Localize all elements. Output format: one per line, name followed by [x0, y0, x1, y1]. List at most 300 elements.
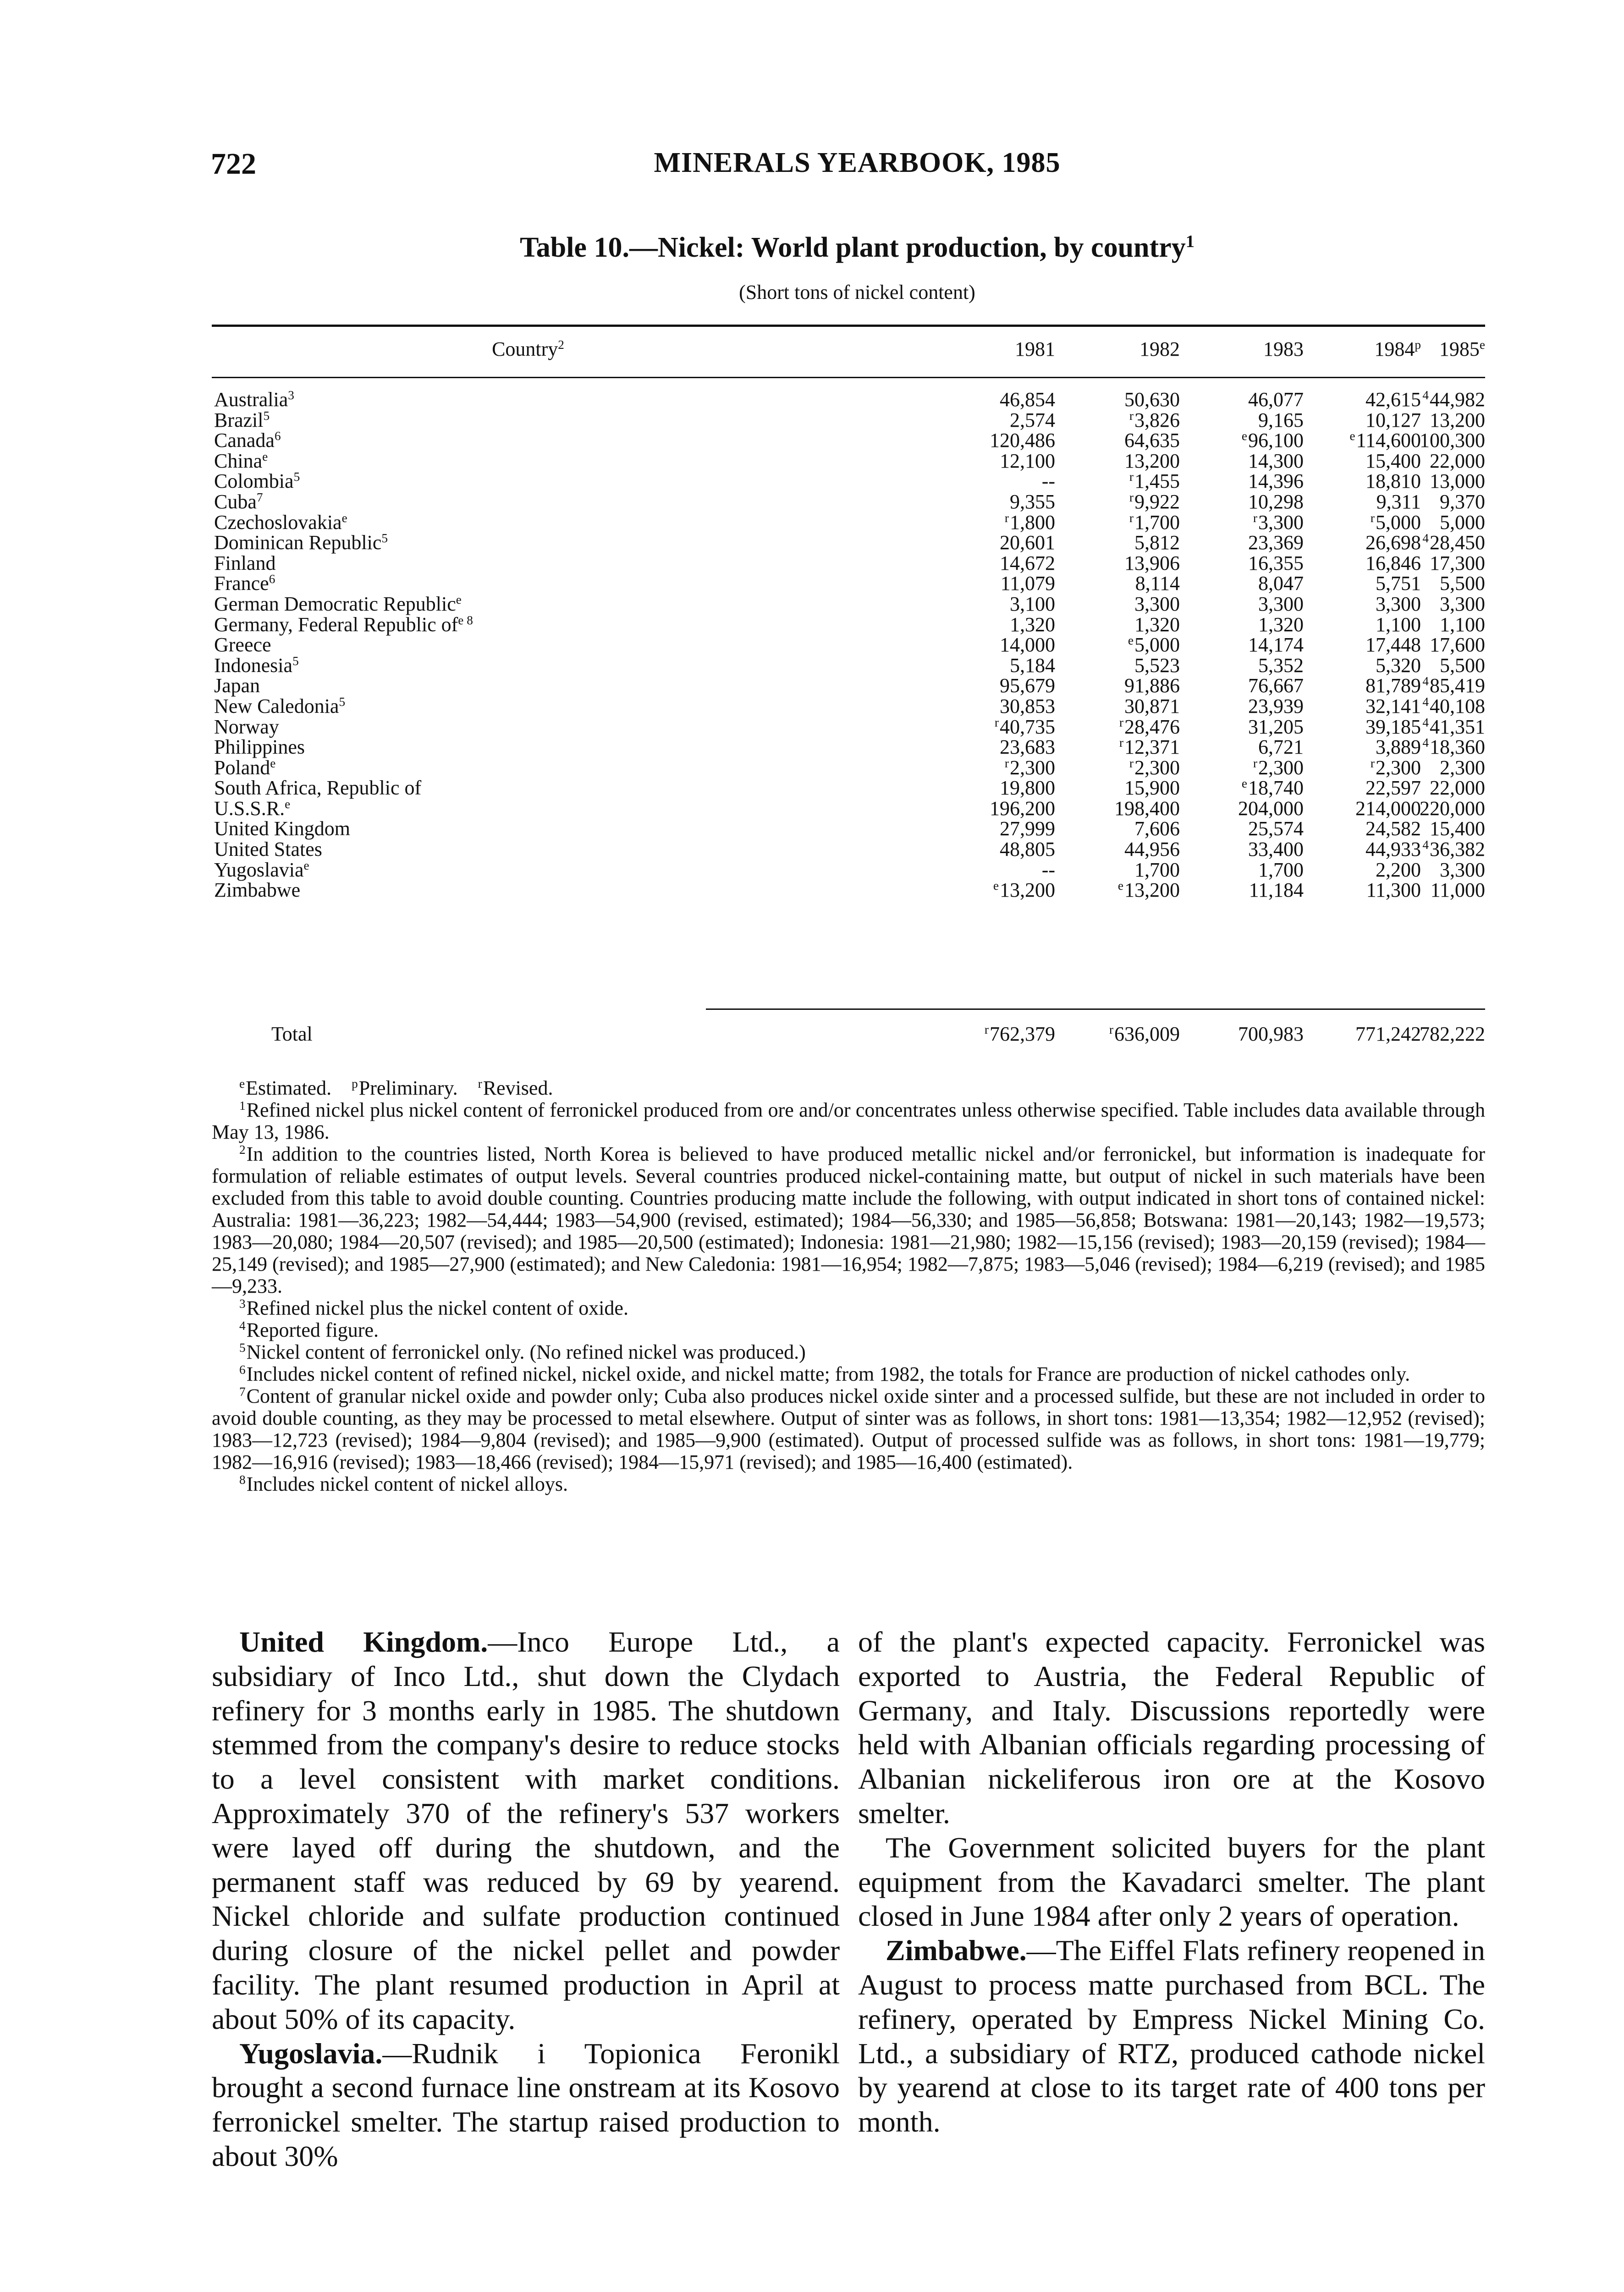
body-column-right: [858, 1625, 1485, 2139]
table-cell: [1065, 410, 1180, 431]
value: 26,698: [1365, 531, 1421, 554]
footnote-2: $^2$In addition to the countries listed, North Korea is believed to have produced metallic nickel and/or ferronickel, but information is inadequate for formulation of reliable estimates of output levels. Several countries produced nickel-containing matte, but output of nickel in such materials have been excluded from this table to avoid double counting. Countries producing matte include the following, with output indicated in short tons of contained nickel: Australia: 1981—36,223; 1982—54,444; 1983—54,900 (revised, estimated); 1984—56,330; and 1985—56,858; Botswana: 1981—20,143; 1982—19,573; 1983—20,080; 1984—20,507 (revised); and 1985—20,500 (estimated); Indonesia: 1981—21,980; 1982—15,156 (revised); 1983—20,159 (revised); 1984—25,149 (revised); and 1985—27,900 (estimated); and New Caledonia: 1981—16,954; 1982—7,875; 1983—5,046 (revised); 1984—6,219 (revised); and 1985—9,233.: [212, 1143, 1485, 1297]
value: 13,000: [1430, 470, 1485, 493]
value: 9,370: [1440, 490, 1485, 513]
country-name: [214, 390, 294, 410]
value-mark: r: [1004, 511, 1009, 525]
value: 2,300: [1440, 756, 1485, 779]
value: 13,200: [1430, 408, 1485, 431]
value: 13,200: [1124, 449, 1180, 472]
header-country: [212, 337, 844, 361]
footnote-8-text: Includes nickel content of nickel alloys.: [246, 1473, 568, 1495]
table-cell: [941, 758, 1055, 778]
footnote-6-text: Includes nickel content of refined nickel, nickel oxide, and nickel matte; from 1982, the totals for France are production of nickel cathodes only.: [246, 1363, 1410, 1385]
table-row: [212, 451, 1485, 472]
legend-preliminary: Preliminary.: [358, 1077, 458, 1099]
country-note: 5: [293, 470, 300, 484]
table-cell: [1371, 819, 1485, 839]
value: 9,922: [1134, 490, 1180, 513]
table-cell: [1189, 717, 1304, 738]
value: 1,700: [1134, 511, 1180, 534]
footnote-1-text: Refined nickel plus nickel content of ferronickel produced from ore and/or concentrates unless otherwise specified. Table includes data available through May 13, 1986.: [212, 1099, 1485, 1143]
country-label: Norway: [214, 715, 279, 738]
table-cell: [1371, 656, 1485, 676]
value: 19,800: [1000, 777, 1055, 799]
value: 3,889: [1376, 736, 1421, 759]
value: --: [1041, 470, 1055, 493]
country-label: Philippines: [214, 736, 305, 759]
table-row: [212, 819, 1485, 839]
value: 214,000: [1355, 797, 1421, 820]
table-cell: [941, 737, 1055, 758]
table-cell: [1065, 451, 1180, 472]
text-yugoslavia: —Rudnik i Topionica Feronikl brought a second furnace line onstream at its Kosovo ferronickel smelter. The startup raised production to about 30%: [212, 2037, 840, 2172]
table-row: [212, 430, 1485, 451]
value: 3,826: [1134, 408, 1180, 431]
value-mark: e: [1241, 777, 1247, 791]
value: 3,300: [1258, 511, 1304, 534]
table-cell: [1065, 471, 1180, 492]
heading-yugoslavia: Yugoslavia.: [239, 2037, 383, 2070]
table-cell: [941, 839, 1055, 860]
value: 198,400: [1114, 797, 1180, 820]
table-notes: [212, 1077, 1485, 1495]
table-cell: [1065, 390, 1180, 410]
value: 2,200: [1376, 858, 1421, 881]
paragraph-kavadarci: The Government solicited buyers for the plant equipment from the Kavadarci smelter. The plant closed in June 1984 after only 2 years of operation.: [858, 1831, 1485, 1933]
table-cell: [1371, 860, 1485, 881]
table-row: [212, 471, 1485, 492]
country-label: Canada: [214, 429, 275, 452]
value-mark: r: [1253, 511, 1257, 525]
value: 782,222: [1420, 1023, 1485, 1045]
country-label: France: [214, 572, 269, 595]
table-cell: [1065, 430, 1180, 451]
table-cell: [1371, 676, 1485, 696]
table-cell: [941, 533, 1055, 553]
value: 20,601: [1000, 531, 1055, 554]
heading-zimbabwe: Zimbabwe.: [886, 1934, 1027, 1967]
value: 44,933: [1365, 838, 1421, 861]
country-note: 5: [339, 694, 346, 709]
value: 36,382: [1430, 838, 1485, 861]
value: 3,300: [1376, 592, 1421, 615]
table-row: [212, 492, 1485, 512]
value: 1,100: [1440, 613, 1485, 636]
table-cell: [1065, 676, 1180, 696]
table-cell: [941, 696, 1055, 717]
table-cell: [1189, 860, 1304, 881]
value: 5,320: [1376, 654, 1421, 677]
value: 25,574: [1248, 817, 1304, 840]
value: 114,600: [1356, 429, 1421, 452]
table-cell: [941, 635, 1055, 656]
country-label: Japan: [214, 674, 260, 697]
value: 2,300: [1010, 756, 1055, 779]
value: 17,448: [1365, 634, 1421, 656]
value: 10,127: [1365, 408, 1421, 431]
country-name: [214, 839, 322, 860]
value-mark: r: [1109, 1023, 1113, 1036]
table-row: [212, 737, 1485, 758]
value: 15,900: [1124, 777, 1180, 799]
value: 16,846: [1365, 551, 1421, 574]
table-row: [212, 758, 1485, 778]
table-cell: [1371, 635, 1485, 656]
text-united-kingdom: —Inco Europe Ltd., a subsidiary of Inco Ltd., shut down the Clydach refinery for 3 months early in 1985. The shutdown stemmed from the company's desire to reduce stocks to a level consistent with market conditions. Approximately 370 of the refinery's 537 workers were layed off during the shutdown, and the permanent staff was reduced by 69 by yearend. Nickel chloride and sulfate production continued during closure of the nickel pellet and powder facility. The plant resumed production in April at about 50% of its capacity.: [212, 1625, 840, 2035]
journal-title: MINERALS YEARBOOK, 1985: [654, 147, 1061, 178]
table-row: [212, 839, 1485, 860]
table-cell: [1065, 553, 1180, 574]
value: 762,379: [990, 1023, 1055, 1045]
table-cell: [1189, 451, 1304, 472]
table-cell: [1065, 717, 1180, 738]
value-mark: 4: [1422, 674, 1429, 689]
value: 30,853: [1000, 694, 1055, 717]
value: 5,812: [1134, 531, 1180, 554]
value: 8,114: [1135, 572, 1180, 595]
table-cell: [1371, 390, 1485, 410]
table-title-text: Table 10.—Nickel: World plant production, by country: [520, 232, 1186, 263]
table-cell: [1189, 492, 1304, 512]
footnote-4-text: Reported figure.: [246, 1319, 379, 1341]
value: 14,672: [1000, 551, 1055, 574]
value: 1,320: [1010, 613, 1055, 636]
value: 11,079: [1000, 572, 1055, 595]
footnote-6: $^6$Includes nickel content of refined nickel, nickel oxide, and nickel matte; from 1982, the totals for France are production of nickel cathodes only.: [239, 1363, 1410, 1385]
country-name: [214, 553, 275, 574]
value: 81,789: [1365, 674, 1421, 697]
country-name: [214, 819, 350, 839]
country-label: Czechoslovakia: [214, 511, 342, 534]
country-name: [214, 512, 347, 533]
table-row: [212, 390, 1485, 410]
table-cell: [1371, 799, 1485, 819]
paragraph-yugoslavia-continued: of the plant's expected capacity. Ferronickel was exported to Austria, the Federal Republic of Germany, and Italy. Discussions reportedly were held with Albanian officials regarding processing of Albanian nickeliferous iron ore at the Kosovo smelter.: [858, 1625, 1485, 1829]
country-label: Cuba: [214, 490, 257, 513]
value-mark: r: [994, 715, 999, 729]
value-mark: e: [1349, 429, 1355, 443]
country-note: 5: [292, 654, 299, 668]
table-cell: [1189, 758, 1304, 778]
country-note: 5: [263, 408, 270, 423]
country-note: e: [262, 449, 268, 463]
value: 46,077: [1248, 388, 1304, 411]
total-cell: [1065, 1023, 1180, 1045]
value: 40,108: [1430, 694, 1485, 717]
table-cell: [1065, 696, 1180, 717]
table-top-rule: [212, 325, 1485, 327]
value-mark: r: [1119, 715, 1123, 729]
value: 636,009: [1114, 1023, 1180, 1045]
value: 771,242: [1355, 1023, 1421, 1045]
value: 91,886: [1124, 674, 1180, 697]
table-cell: [1189, 512, 1304, 533]
value: 100,300: [1420, 429, 1485, 452]
country-label: Zimbabwe: [214, 879, 301, 902]
value-mark: r: [1119, 736, 1123, 750]
value: 220,000: [1420, 797, 1485, 820]
table-cell: [1065, 573, 1180, 594]
table-cell: [1065, 492, 1180, 512]
page-number: 722: [211, 147, 256, 181]
country-name: [214, 880, 300, 901]
header-country-label: Country: [492, 338, 558, 360]
value-mark: e: [993, 879, 999, 893]
table-row: [212, 533, 1485, 553]
value: 1,700: [1258, 858, 1304, 881]
total-rule: [706, 1008, 1485, 1010]
value: 196,200: [990, 797, 1055, 820]
value: 24,582: [1365, 817, 1421, 840]
value: 48,805: [1000, 838, 1055, 861]
country-name: [214, 717, 279, 738]
table-row: [212, 880, 1485, 901]
value: 8,047: [1258, 572, 1304, 595]
country-label: Dominican Republic: [214, 531, 382, 554]
value: 9,355: [1010, 490, 1055, 513]
table-cell: [1065, 615, 1180, 635]
table-cell: [1371, 410, 1485, 431]
country-name: [214, 471, 300, 492]
value: 28,476: [1124, 715, 1180, 738]
value: 3,300: [1134, 592, 1180, 615]
table-row: [212, 594, 1485, 615]
value: 11,184: [1249, 879, 1304, 902]
country-name: [214, 696, 345, 717]
value: 23,369: [1248, 531, 1304, 554]
header-1983: 1983: [1263, 338, 1304, 360]
table-cell: [941, 410, 1055, 431]
value: 1,800: [1010, 511, 1055, 534]
table-cell: [1371, 615, 1485, 635]
table-cell: [1065, 656, 1180, 676]
value: 13,200: [1124, 879, 1180, 902]
country-note: e: [341, 511, 347, 525]
table-cell: [941, 880, 1055, 901]
country-label: German Democratic Republic: [214, 592, 456, 615]
value: 3,100: [1010, 592, 1055, 615]
value: 11,000: [1430, 879, 1485, 902]
value: 46,854: [1000, 388, 1055, 411]
value-mark: r: [984, 1023, 989, 1036]
value: 5,500: [1440, 572, 1485, 595]
country-label: United States: [214, 838, 322, 861]
running-head: [211, 147, 1503, 188]
value: 3,300: [1440, 858, 1485, 881]
footnote-7-text: Content of granular nickel oxide and powder only; Cuba also produces nickel oxide sinter and a processed sulfide, but these are not included in order to avoid double counting, as they may be processed to metal elsewhere. Output of sinter was as follows, in short tons: 1981—13,354; 1982—12,952 (revised); 1983—12,723 (revised); 1984—9,804 (revised); and 1985—9,900 (estimated). Output of processed sulfide was as follows, in short tons: 1981—19,779; 1982—16,916 (revised); 1983—18,466 (revised); 1984—15,971 (revised); and 1985—16,400 (estimated).: [212, 1385, 1485, 1473]
country-name: [214, 492, 263, 512]
table-cell: [941, 860, 1055, 881]
total-label: Total: [271, 1023, 313, 1045]
table-cell: [941, 819, 1055, 839]
value: 5,500: [1440, 654, 1485, 677]
table-total-row: [212, 1023, 1485, 1045]
value: 7,606: [1134, 817, 1180, 840]
table-cell: [1371, 778, 1485, 799]
value: 30,871: [1124, 694, 1180, 717]
table-cell: [1189, 799, 1304, 819]
value: 5,523: [1134, 654, 1180, 677]
value: 10,298: [1248, 490, 1304, 513]
country-note: 7: [256, 490, 263, 504]
paragraph-united-kingdom: [212, 1625, 840, 2037]
value: 76,667: [1248, 674, 1304, 697]
table-cell: [1189, 533, 1304, 553]
value: 9,165: [1258, 408, 1304, 431]
value: 700,983: [1238, 1023, 1304, 1045]
country-label: South Africa, Republic of: [214, 777, 422, 799]
paragraph-yugoslavia: [212, 2037, 840, 2174]
value-mark: 4: [1422, 694, 1429, 709]
value: 18,740: [1248, 777, 1304, 799]
country-name: [214, 430, 281, 451]
table-cell: [941, 656, 1055, 676]
table-cell: [941, 778, 1055, 799]
value: 14,000: [1000, 634, 1055, 656]
value-mark: e: [1118, 879, 1123, 893]
table-cell: [941, 451, 1055, 472]
table-cell: [1065, 533, 1180, 553]
value: 5,352: [1258, 654, 1304, 677]
country-label: Greece: [214, 634, 271, 656]
value: 5,751: [1376, 572, 1421, 595]
table-row: [212, 656, 1485, 676]
table-cell: [1189, 880, 1304, 901]
value: 14,174: [1248, 634, 1304, 656]
table-row: [212, 615, 1485, 635]
value: 6,721: [1258, 736, 1304, 759]
text-zimbabwe: —The Eiffel Flats refinery reopened in August to process matte purchased from BCL. The refinery, operated by Empress Nickel Mining Co. Ltd., a subsidiary of RTZ, produced cathode nickel by yearend at close to its target rate of 400 tons per month.: [858, 1934, 1485, 2138]
country-name: [214, 737, 305, 758]
country-name: [214, 573, 275, 594]
value: 5,000: [1440, 511, 1485, 534]
table-cell: [1371, 553, 1485, 574]
table-cell: [941, 799, 1055, 819]
country-name: [214, 758, 275, 778]
value: 15,400: [1430, 817, 1485, 840]
value: 18,360: [1430, 736, 1485, 759]
table-cell: [941, 573, 1055, 594]
country-label: U.S.S.R.: [214, 797, 285, 820]
table-cell: [1371, 533, 1485, 553]
table-body: [212, 390, 1485, 901]
country-label: Indonesia: [214, 654, 293, 677]
value: 11,300: [1366, 879, 1421, 902]
value: 85,419: [1430, 674, 1485, 697]
table-cell: [941, 615, 1055, 635]
table-cell: [1189, 390, 1304, 410]
table-cell: [1189, 553, 1304, 574]
country-label: Poland: [214, 756, 270, 779]
value: 18,810: [1365, 470, 1421, 493]
country-name: [214, 410, 270, 431]
value: 2,300: [1376, 756, 1421, 779]
table-cell: [941, 553, 1055, 574]
country-label: Brazil: [214, 408, 264, 431]
table-cell: [1065, 635, 1180, 656]
table-cell: [1065, 778, 1180, 799]
table-row: [212, 410, 1485, 431]
value: 44,956: [1124, 838, 1180, 861]
total-cell: [941, 1023, 1055, 1045]
header-country-note: 2: [558, 338, 564, 352]
value: 41,351: [1430, 715, 1485, 738]
table-cell: [941, 492, 1055, 512]
table-cell: [941, 430, 1055, 451]
value: 95,679: [1000, 674, 1055, 697]
value-mark: 4: [1422, 531, 1429, 545]
paragraph-zimbabwe: [858, 1934, 1485, 2139]
footnote-5: $^5$Nickel content of ferronickel only. (No refined nickel was produced.): [239, 1341, 806, 1363]
table-row: [212, 860, 1485, 881]
value-mark: e: [1241, 429, 1247, 443]
total-cell: [1371, 1023, 1485, 1045]
footnote-7: $^7$Content of granular nickel oxide and powder only; Cuba also produces nickel oxide sinter and a processed sulfide, but these are not included in order to avoid double counting, as they may be processed to metal elsewhere. Output of sinter was as follows, in short tons: 1981—13,354; 1982—12,952 (revised); 1983—12,723 (revised); 1984—9,804 (revised); and 1985—9,900 (estimated). Output of processed sulfide was as follows, in short tons: 1981—19,779; 1982—16,916 (revised); 1983—18,466 (revised); 1984—15,971 (revised); and 1985—16,400 (estimated).: [212, 1385, 1485, 1473]
value: 3,300: [1258, 592, 1304, 615]
legend-revised: Revised.: [483, 1077, 553, 1099]
value: 96,100: [1248, 429, 1304, 452]
table-cell: [1371, 492, 1485, 512]
value-mark: r: [1129, 756, 1134, 770]
country-label: United Kingdom: [214, 817, 350, 840]
table-title-note: 1: [1185, 231, 1195, 251]
footnote-2-text: In addition to the countries listed, North Korea is believed to have produced metallic nickel and/or ferronickel, but information is inadequate for formulation of reliable estimates of output levels. Several countries produced nickel-containing matte, but output of nickel in such materials have been excluded from this table to avoid double counting. Countries producing matte include the following, with output indicated in short tons of contained nickel: Australia: 1981—36,223; 1982—54,444; 1983—54,900 (revised, estimated); 1984—56,330; and 1985—56,858; Botswana: 1981—20,143; 1982—19,573; 1983—20,080; 1984—20,507 (revised); and 1985—20,500 (estimated); Indonesia: 1981—21,980; 1982—15,156 (revised); 1983—20,159 (revised); 1984—25,149 (revised); and 1985—27,900 (estimated); and New Caledonia: 1981—16,954; 1982—7,875; 1983—5,046 (revised); 1984—6,219 (revised); and 1985—9,233.: [212, 1143, 1485, 1297]
country-note: 6: [269, 572, 275, 586]
value: 1,320: [1258, 613, 1304, 636]
value: 13,200: [1000, 879, 1055, 902]
table-cell: [1371, 451, 1485, 472]
table-cell: [1189, 819, 1304, 839]
value-mark: r: [1004, 756, 1009, 770]
header-1984-mark: p: [1415, 338, 1421, 352]
value: 3,300: [1440, 592, 1485, 615]
table-cell: [1371, 696, 1485, 717]
table-cell: [1371, 573, 1485, 594]
table-cell: [941, 594, 1055, 615]
table-cell: [1189, 737, 1304, 758]
header-1981: 1981: [1015, 338, 1055, 360]
value: 64,635: [1124, 429, 1180, 452]
table-cell: [1065, 860, 1180, 881]
table-row: [212, 573, 1485, 594]
value: 28,450: [1430, 531, 1485, 554]
table-cell: [1189, 696, 1304, 717]
table-cell: [1189, 410, 1304, 431]
country-name: [214, 860, 309, 881]
value: 17,300: [1430, 551, 1485, 574]
country-name: [214, 533, 388, 553]
country-name: [214, 594, 462, 615]
table-cell: [1371, 717, 1485, 738]
table-cell: [941, 512, 1055, 533]
country-label: Colombia: [214, 470, 294, 493]
value-mark: r: [1129, 470, 1134, 484]
table-row: [212, 696, 1485, 717]
value: 1,455: [1134, 470, 1180, 493]
value: 31,205: [1248, 715, 1304, 738]
value: 12,100: [1000, 449, 1055, 472]
value: 32,141: [1365, 694, 1421, 717]
country-note: 3: [288, 388, 294, 402]
footnote-3: $^3$Refined nickel plus the nickel content of oxide.: [239, 1297, 628, 1319]
value-mark: 4: [1422, 736, 1429, 750]
table-row: [212, 553, 1485, 574]
country-label: China: [214, 449, 263, 472]
value: 14,396: [1248, 470, 1304, 493]
country-label: Yugoslavia: [214, 858, 304, 881]
country-name: [214, 635, 271, 656]
